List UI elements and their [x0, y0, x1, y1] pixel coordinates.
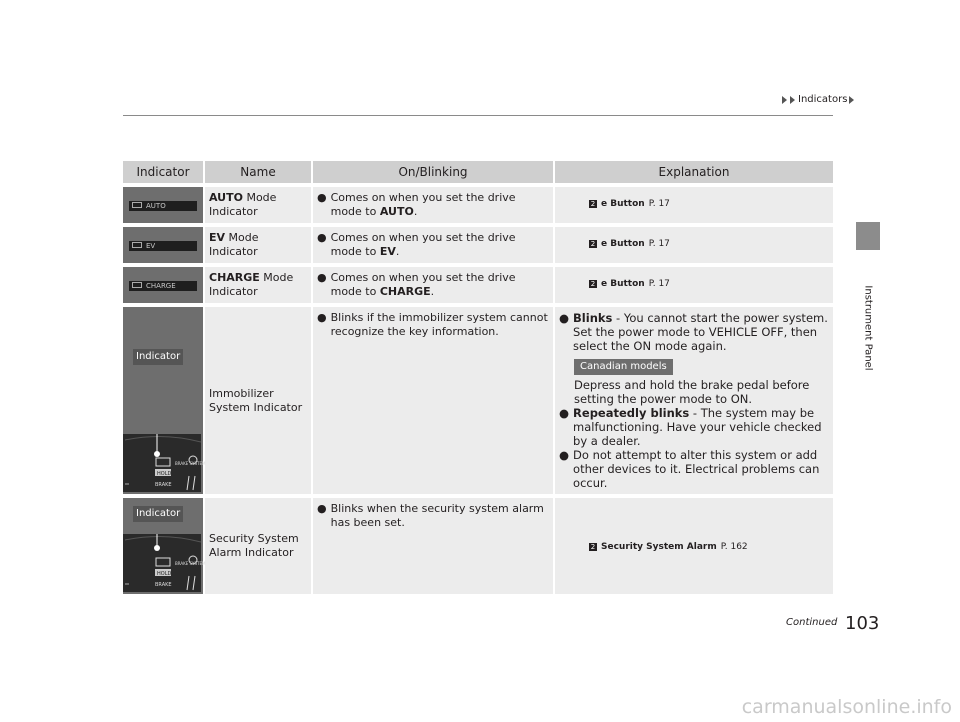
onblink-text: Comes on when you set the drive mode to	[330, 191, 516, 218]
indicator-image-cell	[123, 307, 206, 494]
table-row	[123, 307, 833, 494]
cluster-brake-system-label: BRAKE SYSTEM	[175, 461, 206, 466]
explanation-text: Do not attempt to alter this system or add other devices to it. Electrical problems can occur.	[573, 448, 820, 490]
reference-arrow-icon: 2	[590, 280, 596, 288]
onblink-text: Comes on when you set the drive mode to	[330, 231, 516, 258]
bullet-icon: ●	[317, 271, 327, 284]
breadcrumb	[782, 94, 855, 105]
bullet-icon: ●	[317, 502, 327, 515]
bullet-icon: ●	[559, 406, 570, 420]
reference-title: Security System Alarm	[601, 541, 717, 552]
mode-badge	[129, 281, 197, 291]
onblink-bold: AUTO	[379, 205, 414, 218]
instrument-cluster-image	[123, 434, 206, 492]
indicator-name	[203, 227, 311, 263]
table-row	[123, 227, 833, 263]
table-header-row	[123, 161, 833, 183]
battery-icon	[132, 282, 142, 288]
onblink-text: Comes on when you set the drive mode to	[330, 271, 516, 298]
onblink-text: .	[430, 285, 435, 298]
indicator-image-cell	[123, 187, 203, 223]
reference-page: P. 17	[648, 239, 670, 249]
mode-badge-label: AUTO	[146, 202, 166, 210]
explanation-cell	[553, 267, 833, 303]
cluster-hold-label: HOLD	[157, 571, 172, 577]
section-label: Instrument Panel	[862, 285, 874, 371]
canada-note: Depress and hold the brake pedal before setting the power mode to ON.	[574, 378, 810, 406]
onblink-cell	[311, 227, 553, 263]
page-number: 103	[845, 613, 880, 634]
breadcrumb-arrow-icon	[849, 96, 854, 104]
mode-badge	[129, 241, 197, 251]
onblink-cell	[311, 498, 553, 594]
onblink-text: .	[413, 205, 418, 218]
reference-link[interactable]	[559, 197, 670, 211]
onblink-bold: EV	[379, 245, 396, 258]
instrument-cluster-image	[123, 534, 206, 592]
breadcrumb-label: Indicators	[798, 94, 848, 105]
header-rule	[123, 115, 833, 116]
battery-icon	[132, 202, 142, 208]
watermark: carmanualsonline.info	[741, 696, 952, 718]
breadcrumb-arrow-icon	[790, 96, 795, 104]
bullet-icon: ●	[559, 448, 570, 462]
cluster-brake-label: BRAKE	[155, 582, 172, 588]
indicator-image-cell	[123, 267, 203, 303]
indicator-name-text: Mode Indicator	[209, 231, 259, 258]
cluster-brake-label: BRAKE	[155, 482, 172, 488]
explanation-text: - You cannot start the power system. Set the power mode to VEHICLE OFF, then select the ON mode again.	[573, 311, 828, 353]
column-header-onblink: On/Blinking	[311, 161, 553, 183]
continued-label: Continued	[786, 617, 838, 628]
indicator-name	[203, 187, 311, 223]
indicator-name-bold: CHARGE	[209, 271, 260, 284]
reference-page: P. 162	[720, 541, 748, 552]
onblink-cell	[311, 187, 553, 223]
indicator-name-text: Mode Indicator	[209, 271, 294, 298]
battery-icon	[132, 242, 142, 248]
explanation-cell	[553, 227, 833, 263]
indicator-callout: Indicator	[133, 349, 183, 365]
indicator-callout: Indicator	[133, 506, 183, 522]
indicator-name-text: Mode Indicator	[209, 191, 277, 218]
reference-title: e Button	[601, 279, 645, 289]
bullet-icon: ●	[317, 311, 327, 324]
reference-link[interactable]	[559, 540, 748, 554]
onblink-text: Blinks when the security system alarm has been set.	[330, 502, 544, 529]
reference-page: P. 17	[648, 279, 670, 289]
cluster-hold-label: HOLD	[157, 471, 172, 477]
indicator-name: Immobilizer System Indicator	[203, 307, 311, 494]
explanation-cell	[553, 307, 833, 494]
onblink-text: .	[395, 245, 400, 258]
mode-badge	[129, 201, 197, 211]
section-tab	[856, 222, 880, 250]
indicator-name: Security System Alarm Indicator	[203, 498, 311, 594]
cluster-brake-system-label: BRAKE SYSTEM	[175, 561, 206, 566]
reference-title: e Button	[601, 199, 645, 209]
canadian-models-badge: Canadian models	[574, 359, 673, 375]
column-header-indicator: Indicator	[123, 161, 203, 183]
indicator-name-bold: EV	[209, 231, 226, 244]
reference-page: P. 17	[648, 199, 670, 209]
explanation-text: - The system may be malfunctioning. Have your vehicle checked by a dealer.	[573, 406, 822, 448]
reference-arrow-icon: 2	[590, 200, 596, 208]
reference-arrow-icon: 2	[590, 240, 596, 248]
indicator-name	[203, 267, 311, 303]
breadcrumb-arrow-icon	[782, 96, 787, 104]
indicator-image-cell	[123, 498, 206, 594]
onblink-bold: CHARGE	[379, 285, 431, 298]
reference-link[interactable]	[559, 277, 670, 291]
reference-arrow-icon: 2	[590, 542, 596, 551]
onblink-cell	[311, 267, 553, 303]
onblink-text: Blinks if the immobilizer system cannot recognize the key information.	[330, 311, 548, 338]
reference-link[interactable]	[559, 237, 670, 251]
bullet-icon: ●	[317, 191, 327, 204]
column-header-name: Name	[203, 161, 311, 183]
explanation-cell	[553, 187, 833, 223]
mode-badge-label: CHARGE	[146, 282, 176, 290]
reference-title: e Button	[601, 239, 645, 249]
table-row	[123, 187, 833, 223]
indicator-image-cell	[123, 227, 203, 263]
explanation-bold: Repeatedly blinks	[573, 406, 690, 420]
column-header-explanation: Explanation	[553, 161, 833, 183]
table-row	[123, 498, 833, 594]
table-row	[123, 267, 833, 303]
explanation-cell	[553, 498, 833, 594]
indicator-name-bold: AUTO	[209, 191, 243, 204]
bullet-icon: ●	[317, 231, 327, 244]
indicator-table	[123, 157, 833, 598]
onblink-cell	[311, 307, 553, 494]
bullet-icon: ●	[559, 311, 570, 325]
explanation-bold: Blinks	[573, 311, 613, 325]
mode-badge-label: EV	[146, 242, 156, 250]
